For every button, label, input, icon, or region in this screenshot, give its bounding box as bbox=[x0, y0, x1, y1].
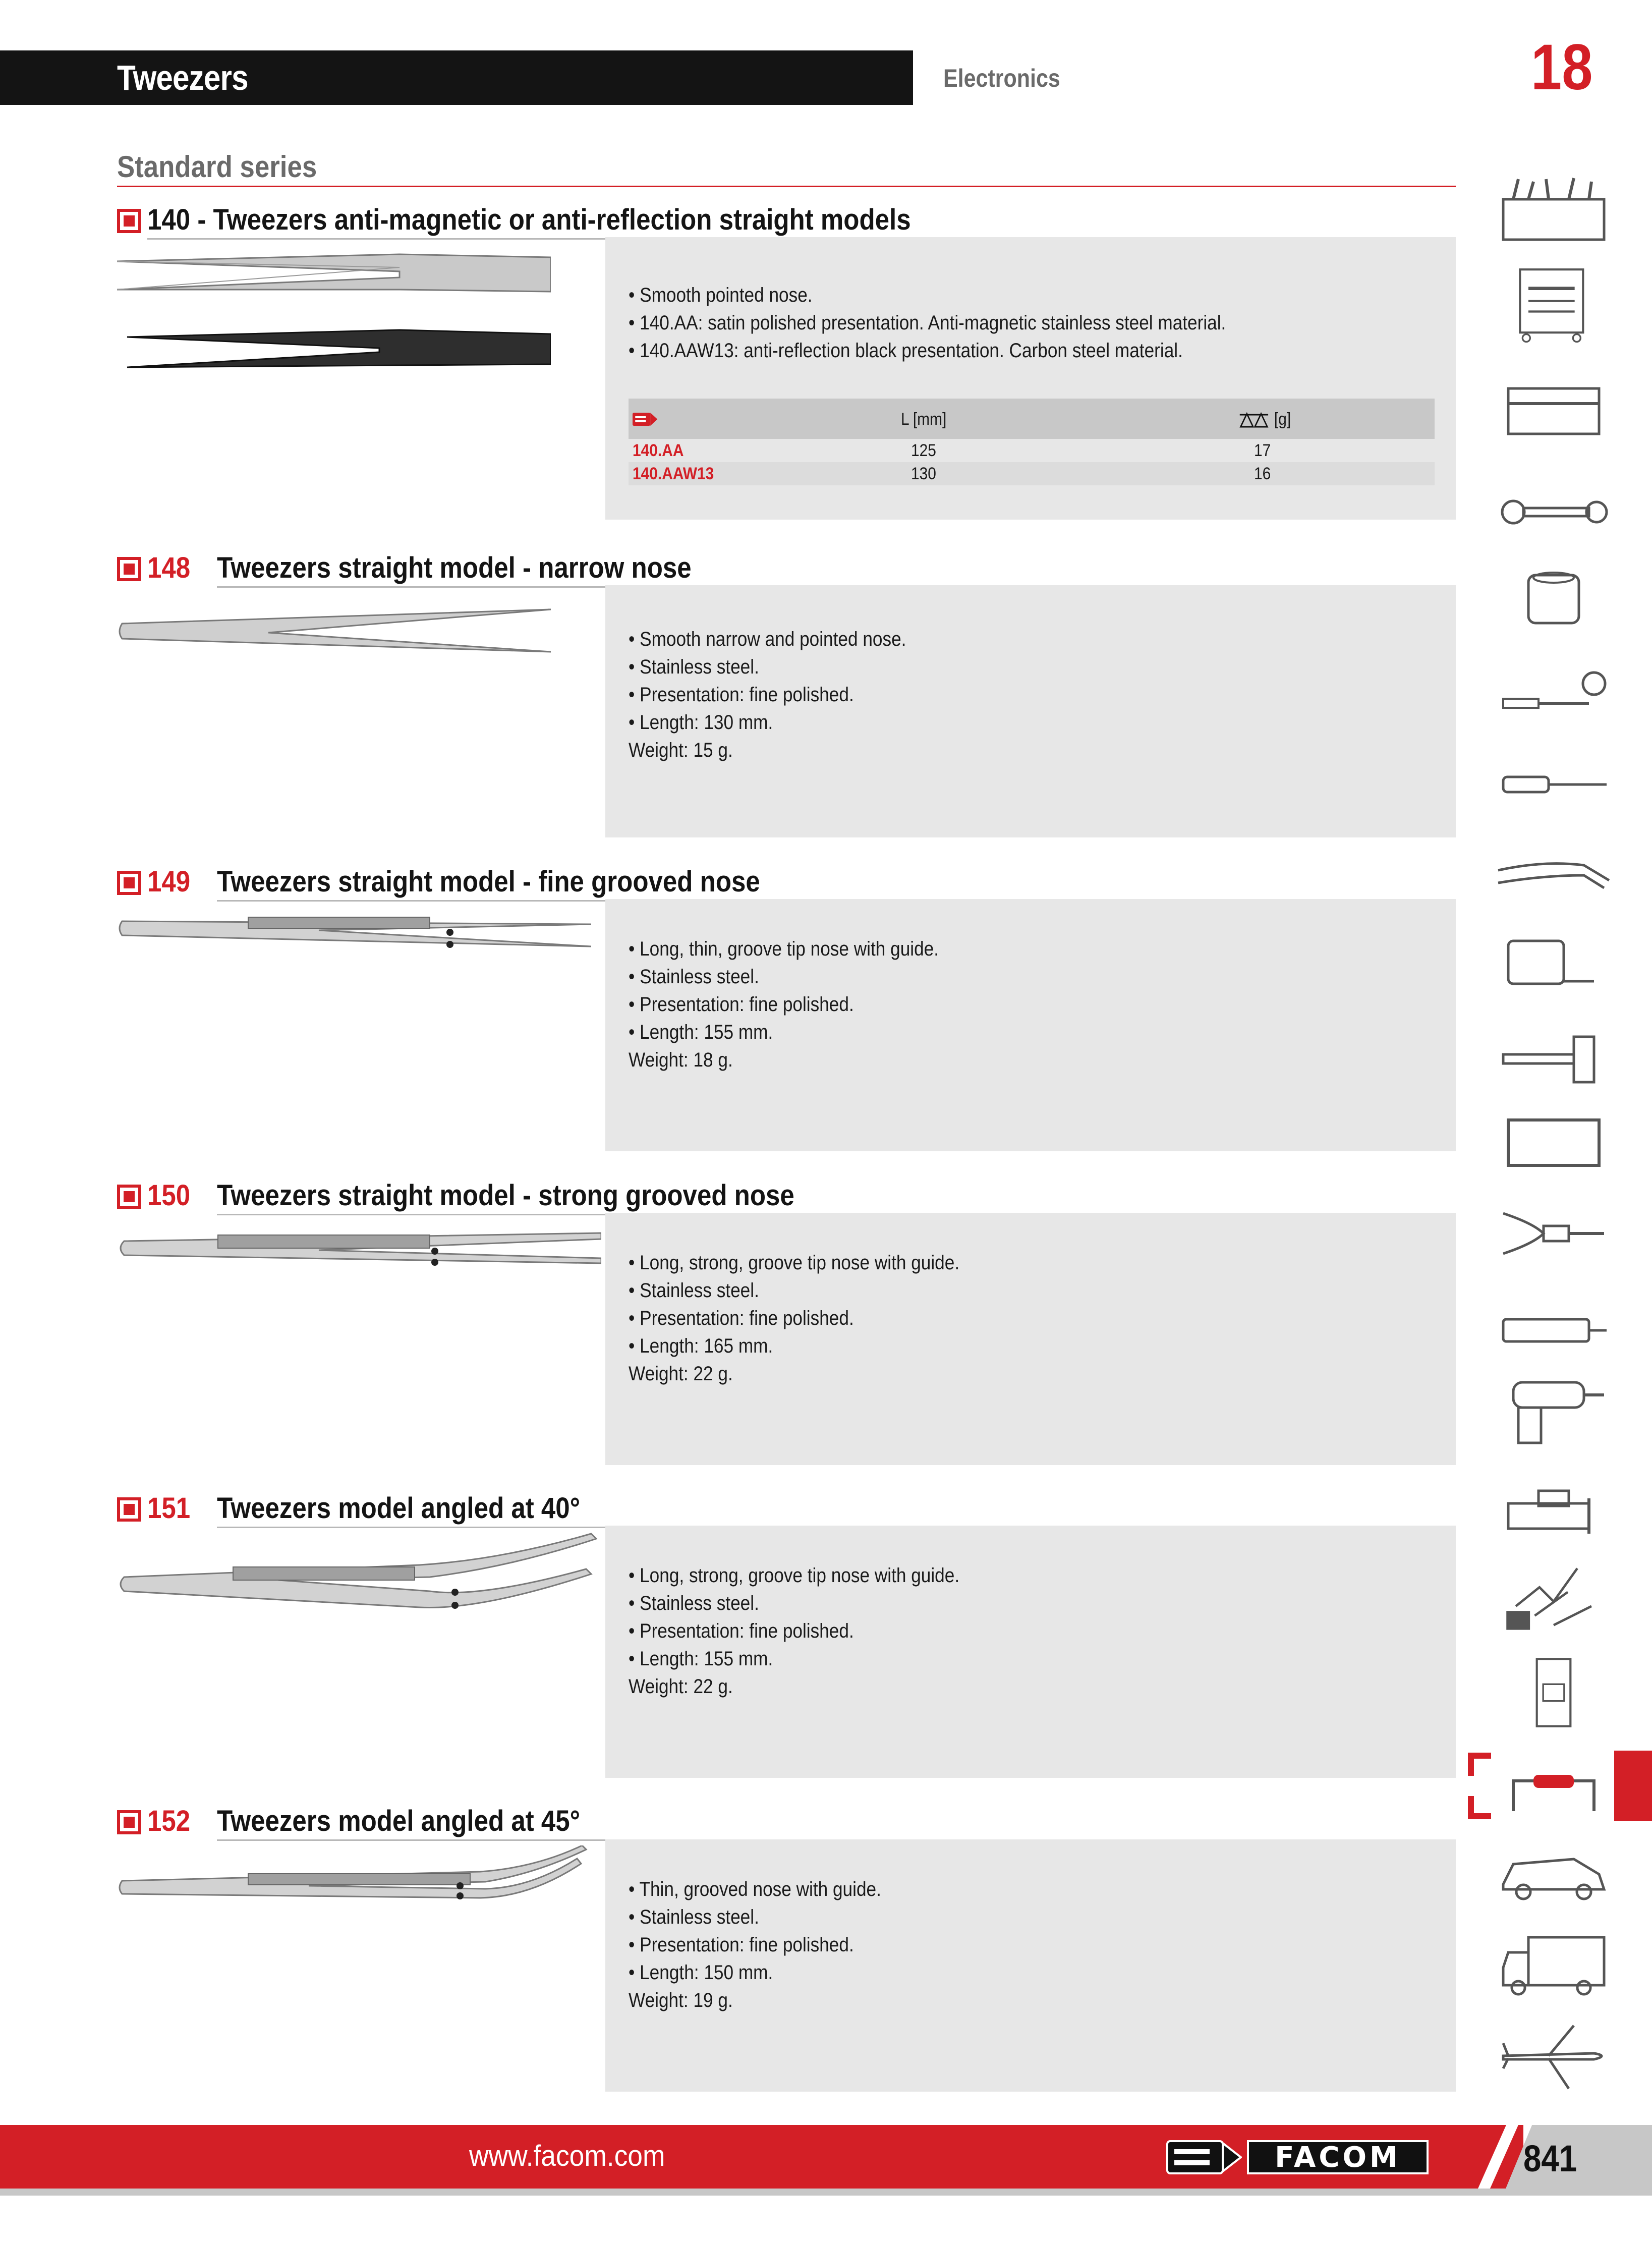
screwdriver-icon[interactable] bbox=[1493, 747, 1614, 822]
footer-bottom-strip bbox=[0, 2189, 1652, 2196]
section-code: 151 bbox=[147, 1492, 191, 1525]
section-151-panel bbox=[605, 1526, 1456, 1778]
section-148-heading bbox=[117, 549, 1456, 589]
bullet-line: • Length: 150 mm. bbox=[629, 1961, 773, 1984]
section-140-heading bbox=[117, 201, 1456, 241]
bullet-line: Weight: 15 g. bbox=[629, 739, 733, 761]
hacksaw-icon[interactable] bbox=[1493, 1105, 1614, 1181]
bullet-line: • Smooth pointed nose. bbox=[629, 284, 813, 306]
section-title: Tweezers model angled at 45° bbox=[217, 1805, 581, 1837]
section-title: Tweezers straight model - fine grooved nose bbox=[217, 865, 760, 898]
bullet-line: • Length: 155 mm. bbox=[629, 1648, 773, 1670]
vice-icon[interactable] bbox=[1493, 1473, 1614, 1549]
table-header bbox=[629, 399, 1435, 439]
section-code: 150 bbox=[147, 1179, 191, 1212]
product-square-icon bbox=[117, 871, 141, 895]
section-title: Tweezers model angled at 40° bbox=[217, 1492, 581, 1525]
section-148-panel bbox=[605, 585, 1456, 837]
car-icon[interactable] bbox=[1493, 1836, 1614, 1912]
facom-logo-icon bbox=[1166, 2140, 1242, 2174]
length-cell: 130 bbox=[911, 464, 936, 483]
col-weight-header: [g] bbox=[1239, 410, 1291, 429]
col-length-header: L [mm] bbox=[901, 410, 947, 429]
facom-logo-icon bbox=[633, 412, 657, 427]
page-number: 841 bbox=[1523, 2138, 1577, 2179]
length-cell: 125 bbox=[911, 441, 936, 460]
tool-case-icon[interactable] bbox=[1493, 373, 1614, 449]
bullet-line: • Presentation: fine polished. bbox=[629, 993, 854, 1016]
bullet-line: • Stainless steel. bbox=[629, 1592, 759, 1614]
section-title: 140 - Tweezers anti-magnetic or anti-reflection straight models bbox=[147, 203, 911, 236]
tape-measure-icon[interactable] bbox=[1493, 923, 1614, 999]
table-row bbox=[629, 462, 1435, 485]
weight-cell: 17 bbox=[1254, 441, 1271, 460]
bullet-line: • 140.AA: satin polished presentation. Anti-magnetic stainless steel material. bbox=[629, 312, 1226, 334]
category-label: Electronics bbox=[943, 64, 1060, 92]
section-140-panel bbox=[605, 237, 1456, 520]
website-link[interactable]: www.facom.com bbox=[469, 2140, 665, 2172]
socket-icon[interactable] bbox=[1493, 560, 1614, 636]
tweezers-152-image bbox=[117, 1845, 591, 1916]
bullet-line: • Presentation: fine polished. bbox=[629, 1307, 854, 1329]
section-title: Tweezers straight model - strong grooved nose bbox=[217, 1179, 794, 1212]
bullet-line: • Long, strong, groove tip nose with guide. bbox=[629, 1252, 960, 1274]
active-section-tab[interactable] bbox=[1614, 1751, 1652, 1821]
product-square-icon bbox=[117, 1810, 141, 1834]
section-149-panel bbox=[605, 899, 1456, 1151]
section-150-panel bbox=[605, 1213, 1456, 1465]
series-title: Standard series bbox=[117, 150, 317, 184]
section-151-heading bbox=[117, 1489, 1456, 1530]
bullet-line: Weight: 19 g. bbox=[629, 1989, 733, 2011]
section-code: 152 bbox=[147, 1805, 191, 1837]
tweezers-148-image bbox=[117, 603, 551, 659]
brand-logo bbox=[1166, 2137, 1434, 2177]
ratchet-icon[interactable] bbox=[1493, 656, 1614, 732]
bullet-line: • Presentation: fine polished. bbox=[629, 1620, 854, 1642]
bullet-line: • Stainless steel. bbox=[629, 966, 759, 988]
table-row bbox=[629, 439, 1435, 462]
section-152-panel bbox=[605, 1839, 1456, 2092]
bullet-line: • Length: 130 mm. bbox=[629, 711, 773, 734]
bullet-line: Weight: 22 g. bbox=[629, 1363, 733, 1385]
bullet-line: • Stainless steel. bbox=[629, 1906, 759, 1928]
section-code: 149 bbox=[147, 865, 191, 898]
bullet-line: • Presentation: fine polished. bbox=[629, 684, 854, 706]
electrical-icon[interactable] bbox=[1493, 1655, 1614, 1730]
impact-wrench-icon[interactable] bbox=[1493, 1372, 1614, 1448]
page-title: Tweezers bbox=[117, 58, 248, 97]
bullet-line: • Length: 165 mm. bbox=[629, 1335, 773, 1357]
chapter-number: 18 bbox=[1531, 31, 1593, 103]
bullet-line: • Thin, grooved nose with guide. bbox=[629, 1878, 881, 1900]
truck-icon[interactable] bbox=[1493, 1927, 1614, 2003]
tool-box-icon[interactable] bbox=[1493, 174, 1614, 250]
tweezers-151-image bbox=[117, 1532, 601, 1617]
bullet-line: • Stainless steel. bbox=[629, 656, 759, 678]
ref-cell: 140.AA bbox=[633, 441, 684, 460]
bullet-line: • Long, thin, groove tip nose with guide. bbox=[629, 938, 939, 960]
tweezers-149-image bbox=[117, 910, 591, 961]
tester-icon[interactable] bbox=[1493, 1292, 1614, 1367]
ref-cell: 140.AAW13 bbox=[633, 464, 714, 483]
product-square-icon bbox=[117, 209, 141, 233]
electronics-icon[interactable] bbox=[1493, 1751, 1614, 1826]
brand-wordmark: FACOM bbox=[1247, 2140, 1429, 2174]
bullet-line: • Long, strong, groove tip nose with guide. bbox=[629, 1564, 960, 1587]
product-square-icon bbox=[117, 557, 141, 581]
section-150-heading bbox=[117, 1176, 1456, 1217]
bullet-line: Weight: 22 g. bbox=[629, 1675, 733, 1698]
bullet-line: • Length: 155 mm. bbox=[629, 1021, 773, 1043]
spec-table bbox=[629, 399, 1435, 485]
bullet-line: • 140.AAW13: anti-reflection black presentation. Carbon steel material. bbox=[629, 340, 1183, 362]
product-square-icon bbox=[117, 1185, 141, 1209]
tool-trolley-icon[interactable] bbox=[1493, 267, 1614, 343]
section-title: Tweezers straight model - narrow nose bbox=[217, 551, 692, 584]
pliers-icon[interactable] bbox=[1493, 837, 1614, 913]
tweezers-140-image bbox=[117, 247, 551, 378]
section-code: 148 bbox=[147, 551, 191, 584]
active-section-bracket bbox=[1466, 1751, 1496, 1821]
section-149-heading bbox=[117, 863, 1456, 903]
puller-icon[interactable] bbox=[1493, 1196, 1614, 1271]
bullet-line: • Stainless steel. bbox=[629, 1279, 759, 1302]
aircraft-icon[interactable] bbox=[1493, 2018, 1614, 2094]
bullet-line: Weight: 18 g. bbox=[629, 1049, 733, 1071]
product-square-icon bbox=[117, 1497, 141, 1522]
weight-scale-icon bbox=[1239, 412, 1270, 429]
section-152-heading bbox=[117, 1802, 1456, 1842]
weight-cell: 16 bbox=[1254, 464, 1271, 483]
bullet-line: • Presentation: fine polished. bbox=[629, 1934, 854, 1956]
hammer-icon[interactable] bbox=[1493, 1019, 1614, 1095]
series-divider bbox=[117, 186, 1456, 187]
tweezers-150-image bbox=[117, 1226, 601, 1276]
wrench-icon[interactable] bbox=[1493, 474, 1614, 550]
safety-icon[interactable] bbox=[1493, 1559, 1614, 1635]
bullet-line: • Smooth narrow and pointed nose. bbox=[629, 628, 906, 650]
